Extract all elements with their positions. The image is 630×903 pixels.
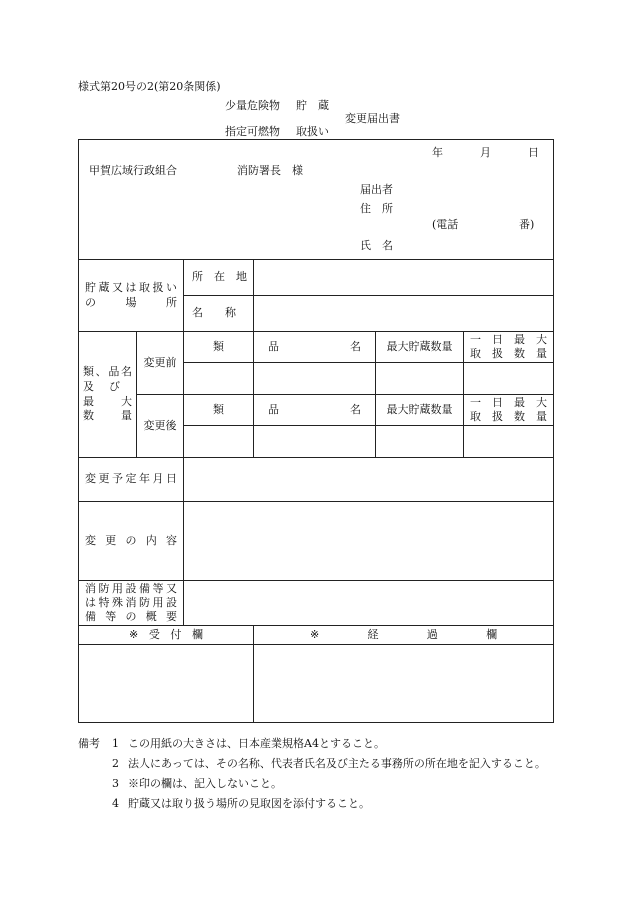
remark-item: 4 貯蔵又は取り扱う場所の見取図を添付すること。 [112,797,370,810]
col-item-header: 品 名 [254,332,376,363]
month-label: 月 [480,146,491,159]
remark-item: 3 ※印の欄は、記入しないこと。 [112,777,282,790]
progress-field [254,645,554,723]
after-item-cell[interactable] [254,426,376,458]
col-daily-max-header-after: 一 日 最 大 取 扱 数 量 [464,395,554,426]
planned-date-label: 変更予定年月日 [79,458,184,502]
col-daily-max-header: 一 日 最 大 取 扱 数 量 [464,332,554,363]
address-field-label: 所 在 地 [184,260,254,296]
place-name-label: 名 称 [184,296,254,332]
notifier-label: 届出者 [360,183,393,196]
after-change-label: 変更後 [137,395,184,458]
title-combustibles: 指定可燃物 [225,125,280,138]
planned-date-field[interactable] [184,458,554,502]
change-content-field[interactable] [184,502,554,581]
col-max-storage-header-after: 最大貯蔵数量 [376,395,464,426]
title-handling: 取扱い [296,125,329,138]
title-change-notice: 変更届出書 [345,112,400,125]
reception-field [79,645,254,723]
col-max-storage-header: 最大貯蔵数量 [376,332,464,363]
fire-equipment-label: 消防用設備等又 は特殊消防用設 備等の概要 [79,581,184,626]
before-change-label: 変更前 [137,332,184,395]
place-name-field[interactable] [254,296,554,332]
remark-item: 2 法人にあっては、その名称、代表者氏名及び主たる事務所の所在地を記入すること。 [112,757,546,770]
day-label: 日 [528,146,539,159]
fire-equipment-field[interactable] [184,581,554,626]
reception-header: ※ 受 付 欄 [79,626,254,645]
after-max-cell[interactable] [376,426,464,458]
notification-form [78,139,554,723]
remarks-label: 備考 [78,737,100,750]
col-item-header-after: 品 名 [254,395,376,426]
remarks [78,734,553,814]
location-label: 貯蔵又は取扱い の 場 所 [79,260,184,332]
org-name: 甲賀広域行政組合 [89,164,177,177]
title-storage: 貯 蔵 [296,99,329,112]
col-class-header-after: 類 [184,395,254,426]
col-class-header: 類 [184,332,254,363]
name-label: 氏 名 [360,239,393,252]
change-content-label: 変更の内容 [79,502,184,581]
progress-header: ※ 経 過 欄 [254,626,554,645]
phone-close: 番) [519,218,535,231]
before-max-cell[interactable] [376,363,464,395]
form-number: 様式第20号の2(第20条関係) [78,80,221,93]
items-label: 類、品名 及 び 最 大 数 量 [79,332,137,458]
after-class-cell[interactable] [184,426,254,458]
phone-open: (電話 [432,218,459,231]
addressee-block [79,140,554,260]
chief-name: 消防署長 様 [237,164,303,177]
address-field[interactable] [254,260,554,296]
title-hazmat: 少量危険物 [225,99,280,112]
after-daily-cell[interactable] [464,426,554,458]
before-item-cell[interactable] [254,363,376,395]
year-label: 年 [432,146,443,159]
before-class-cell[interactable] [184,363,254,395]
before-daily-cell[interactable] [464,363,554,395]
remark-item: 備考 1 この用紙の大きさは、日本産業規格A4とすること。 [78,734,553,754]
address-label: 住 所 [360,202,393,215]
